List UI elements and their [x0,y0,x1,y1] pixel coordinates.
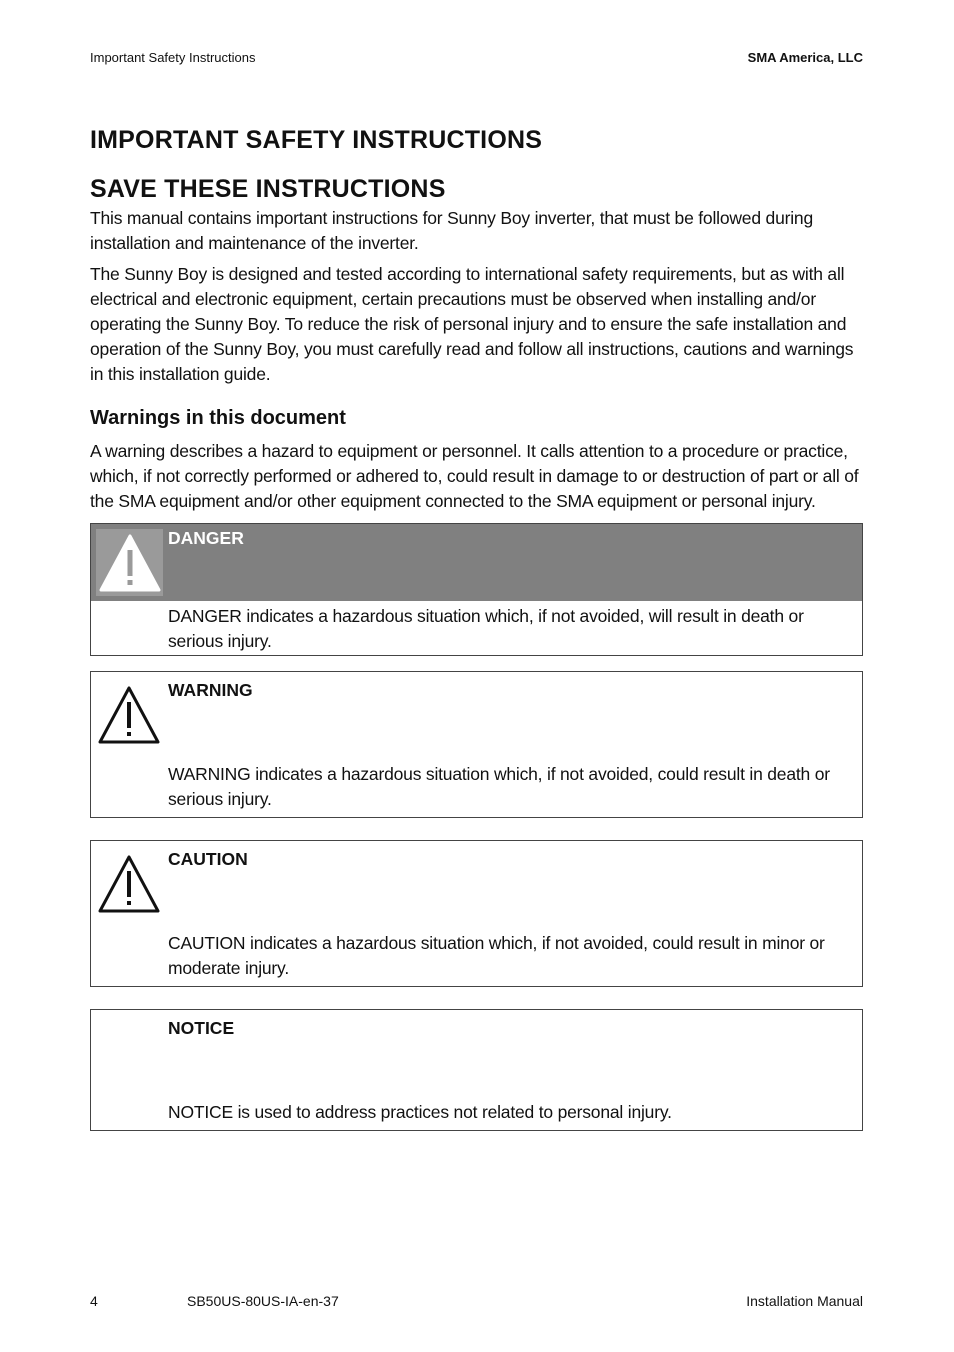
running-header-title: Important Safety Instructions [90,50,256,65]
manual-name: Installation Manual [746,1293,863,1309]
page-number: 4 [90,1293,98,1309]
warnings-subheading: Warnings in this document [90,407,346,429]
warning-box [90,671,863,818]
main-content [90,123,863,520]
warning-triangle-icon [96,682,162,748]
warnings-paragraph: A warning describes a hazard to equipment or personnel. It calls attention to a procedure or practice, which, if not correctly performed or adhered to, could result in damage to or destruction of part or all of the SMA equipment and/or other equipment connected to the SMA equipment or personal injury. [90,441,859,511]
running-header-company: SMA America, LLC [747,50,863,65]
notice-title: NOTICE [168,1018,235,1038]
warning-triangle-icon [96,851,162,917]
warning-title: WARNING [168,680,253,700]
page-title: IMPORTANT SAFETY INSTRUCTIONS [90,126,543,154]
danger-box [90,523,863,656]
caution-description: CAUTION indicates a hazardous situation which, if not avoided, could result in minor or moderate injury. [168,933,825,978]
intro-paragraph: This manual contains important instructions for Sunny Boy inverter, that must be followed during installation and maintenance of the inverter. [90,208,813,253]
notice-box [90,1009,863,1131]
notice-description: NOTICE is used to address practices not related to personal injury. [168,1102,672,1122]
document-id: SB50US-80US-IA-en-37 [187,1293,339,1309]
danger-description: DANGER indicates a hazardous situation which, if not avoided, will result in death or serious injury. [168,606,804,651]
warning-description: WARNING indicates a hazardous situation which, if not avoided, could result in death or serious injury. [168,764,830,809]
warning-triangle-icon [97,530,163,596]
danger-title: DANGER [168,528,244,548]
safety-paragraph: The Sunny Boy is designed and tested according to international safety requirements, but as with all electrical and electronic equipment, certain precautions must be observed when installing and/or operating the Sunny Boy. To reduce the risk of personal injury and to ensure the safe installation and operation of the Sunny Boy, you must carefully read and follow all instructions, cautions and warnings in this installation guide. [90,264,854,384]
caution-title: CAUTION [168,849,248,869]
caution-box [90,840,863,987]
section-title: SAVE THESE INSTRUCTIONS [90,175,446,203]
